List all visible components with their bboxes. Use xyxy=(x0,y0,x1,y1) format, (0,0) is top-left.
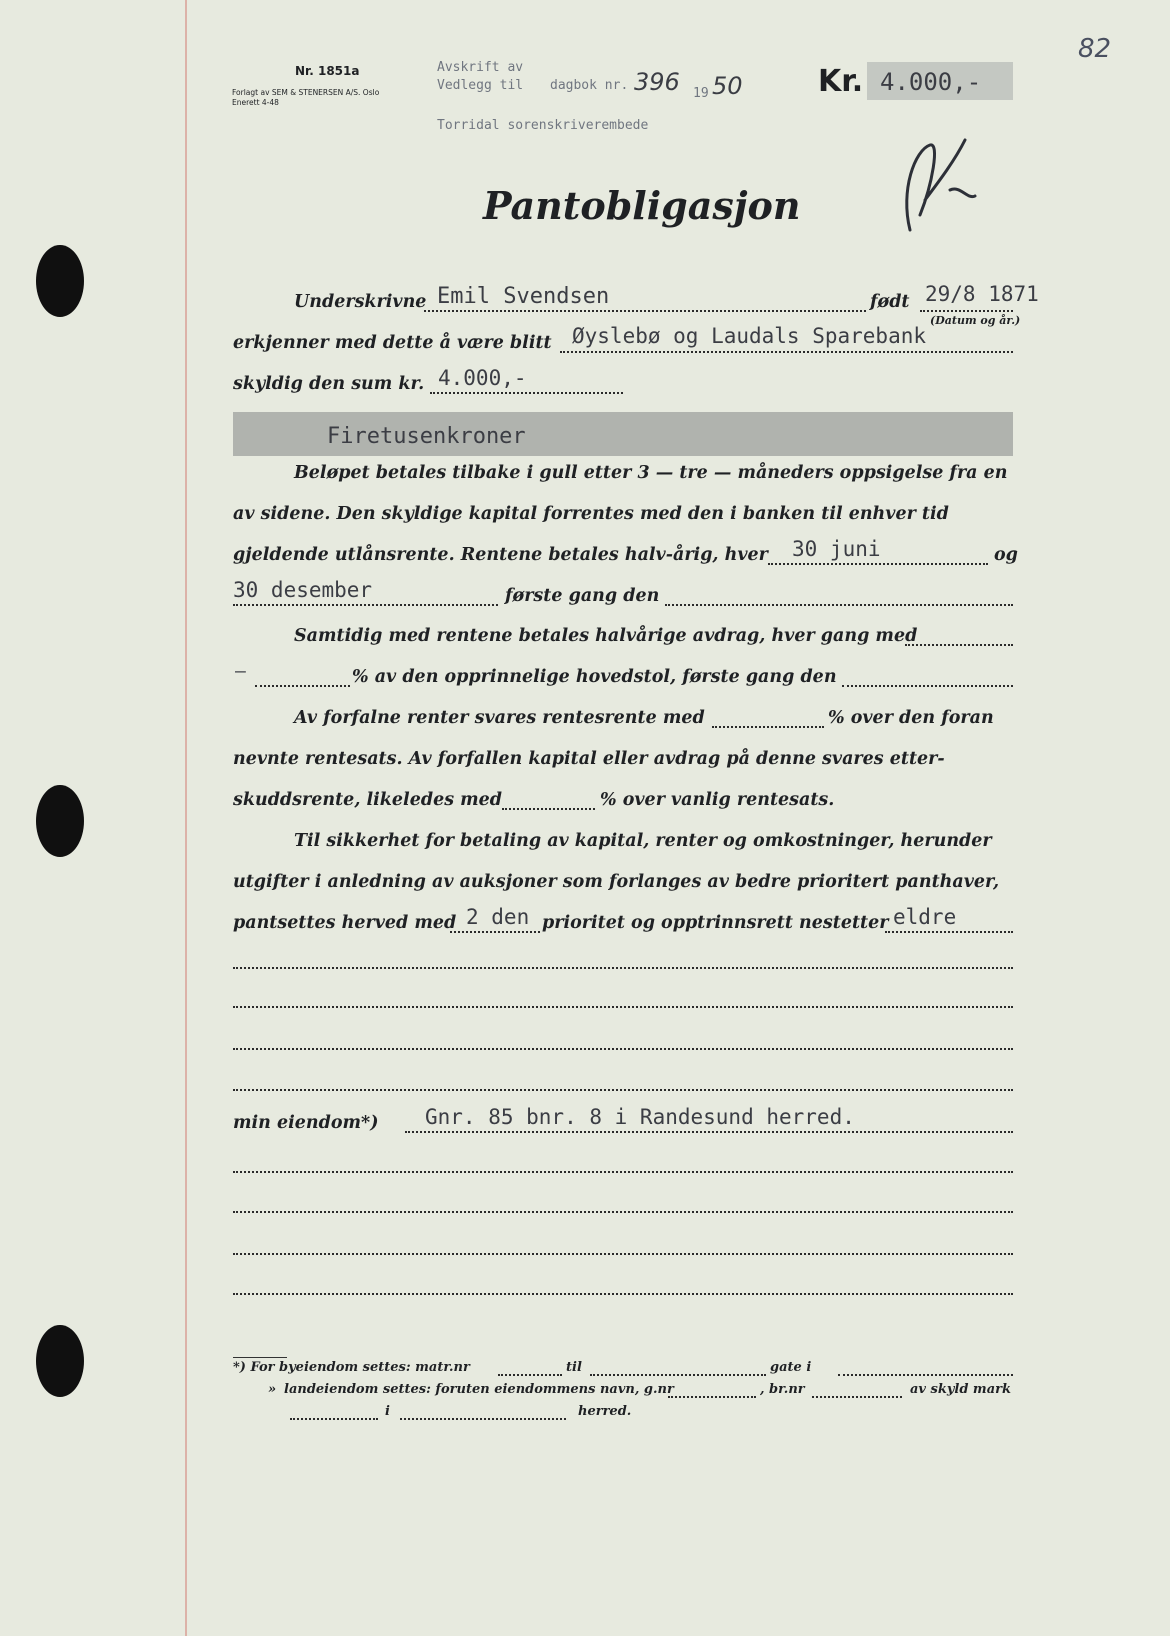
form-number: Nr. 1851a xyxy=(295,64,360,78)
kr-amount: 4.000,- xyxy=(880,68,982,96)
installment-date-line xyxy=(842,685,1013,687)
security-line-2: utgifter i anledning av auksjoner som forlanges av bedre prioritert panthaver, xyxy=(233,872,1000,892)
signature-mark xyxy=(870,130,990,240)
blank-line-1 xyxy=(233,967,1013,969)
stamp-vedlegg: Vedlegg til xyxy=(437,78,524,93)
interest-date1-line xyxy=(768,563,988,565)
footnote-line-2b: , br.nr xyxy=(760,1382,805,1397)
debtor-label: Underskrivne xyxy=(294,292,427,312)
stamp-strikeout: Avskrift av xyxy=(437,60,524,75)
late-rate-line xyxy=(502,808,595,810)
blank-line-4 xyxy=(233,1089,1013,1091)
footnote-street-line xyxy=(590,1374,766,1376)
installments-line-2: % av den opprinnelige hovedstol, første gang den xyxy=(352,667,837,687)
born-date: 29/8 1871 xyxy=(925,282,1039,306)
footnote-line-3a: i xyxy=(385,1404,390,1419)
footnote-mark-line xyxy=(290,1418,378,1420)
penalty-line-3b: % over vanlig rentesats. xyxy=(600,790,835,810)
installment-dash: — xyxy=(235,661,246,682)
property-value: Gnr. 85 bnr. 8 i Randesund herred. xyxy=(425,1105,855,1129)
born-line xyxy=(920,310,1013,312)
interest-date-2: 30 desember xyxy=(233,578,373,602)
footnote-brnr-line xyxy=(812,1396,902,1398)
terms-line-2: av sidene. Den skyldige kapital forrentes med den i banken til enhver tid xyxy=(233,504,949,524)
blank-line-2 xyxy=(233,1006,1013,1008)
amount-label: skyldig den sum kr. xyxy=(233,374,425,394)
margin-rule xyxy=(185,0,187,1636)
penalty-line-3: skuddsrente, likeledes med xyxy=(233,790,503,810)
after-line xyxy=(885,931,1013,933)
debtor-name: Emil Svendsen xyxy=(437,284,610,309)
amount-value: 4.000,- xyxy=(438,366,527,390)
punch-hole-middle xyxy=(36,785,84,857)
priority-value: 2 den xyxy=(466,905,530,929)
creditor-name: Øyslebø og Laudals Sparebank xyxy=(572,324,927,348)
footnote-bullet: » xyxy=(268,1382,277,1397)
interest-date-1: 30 juni xyxy=(792,537,881,561)
penalty-rate-line xyxy=(712,726,824,728)
footnote-line-1b: til xyxy=(566,1360,582,1375)
penalty-line-1: Av forfalne renter svares rentesrente med xyxy=(294,708,705,728)
creditor-label: erkjenner med dette å være blitt xyxy=(233,333,552,353)
first-date-line xyxy=(665,604,1013,606)
terms-line-3: gjeldende utlånsrente. Rentene betales halv-årig, hver xyxy=(233,545,768,565)
blank-line-8 xyxy=(233,1293,1013,1295)
page-number: 82 xyxy=(1078,34,1112,64)
publisher-imprint: Forlagt av SEM & STENERSEN A/S. Oslo Enerett 4-48 xyxy=(232,88,380,107)
born-hint: (Datum og år.) xyxy=(930,314,1021,327)
terms-line-4: første gang den xyxy=(505,586,660,606)
security-line-1: Til sikkerhet for betaling av kapital, renter og omkostninger, herunder xyxy=(294,831,992,851)
footnote-matr-line xyxy=(498,1374,562,1376)
terms-line-1: Beløpet betales tilbake i gull etter 3 — tre — måneders oppsigelse fra en xyxy=(294,463,1008,483)
footnote-city-line xyxy=(838,1374,1013,1376)
document-title: Pantobligasjon xyxy=(483,183,801,228)
footnote-line-1c: gate i xyxy=(770,1360,812,1375)
penalty-line-2: nevnte rentesats. Av forfallen kapital eller avdrag på denne svares etter- xyxy=(233,749,945,769)
blank-line-5 xyxy=(233,1171,1013,1173)
footnote-rule xyxy=(233,1357,287,1358)
security-line-3: pantsettes herved med xyxy=(233,913,457,933)
property-line xyxy=(405,1131,1013,1133)
blank-line-7 xyxy=(233,1253,1013,1255)
year-prefix: 19 xyxy=(693,86,709,101)
amount-in-words: Firetusenkroner xyxy=(327,424,526,449)
kr-label: Kr. xyxy=(818,64,864,99)
installment-amount-line xyxy=(905,644,1013,646)
footnote-line-1a: *) For byeiendom settes: matr.nr xyxy=(233,1360,470,1375)
year-handwritten: 50 xyxy=(712,72,743,100)
blank-line-6 xyxy=(233,1211,1013,1213)
footnote-line-3b: herred. xyxy=(578,1404,632,1419)
stamp-office: Torridal sorenskriverembede xyxy=(437,118,649,133)
punch-hole-bottom xyxy=(36,1325,84,1397)
creditor-line xyxy=(560,351,1013,353)
property-label: min eiendom*) xyxy=(233,1113,379,1133)
footnote-line-2a: landeiendom settes: foruten eiendommens navn, g.nr xyxy=(284,1382,674,1397)
penalty-line-1b: % over den foran xyxy=(828,708,994,728)
installment-percent-line xyxy=(255,685,350,687)
blank-line-3 xyxy=(233,1048,1013,1050)
footnote-herred-line xyxy=(400,1418,566,1420)
amount-line xyxy=(430,392,623,394)
interest-date2-line xyxy=(233,604,498,606)
punch-hole-top xyxy=(36,245,84,317)
terms-og: og xyxy=(994,545,1018,565)
security-line-3b: prioritet og opptrinnsrett nestetter xyxy=(542,913,889,933)
debtor-line xyxy=(424,310,866,312)
after-value: eldre xyxy=(893,905,957,929)
priority-line xyxy=(450,931,540,933)
footnote-line-2c: av skyld mark xyxy=(910,1382,1011,1397)
installments-line-1: Samtidig med rentene betales halvårige avdrag, hver gang med xyxy=(294,626,918,646)
footnote-gnr-line xyxy=(668,1396,756,1398)
stamp-dagbok-label: dagbok nr. xyxy=(550,78,629,93)
dagbok-number: 396 xyxy=(634,68,680,96)
born-label: født xyxy=(870,292,910,312)
